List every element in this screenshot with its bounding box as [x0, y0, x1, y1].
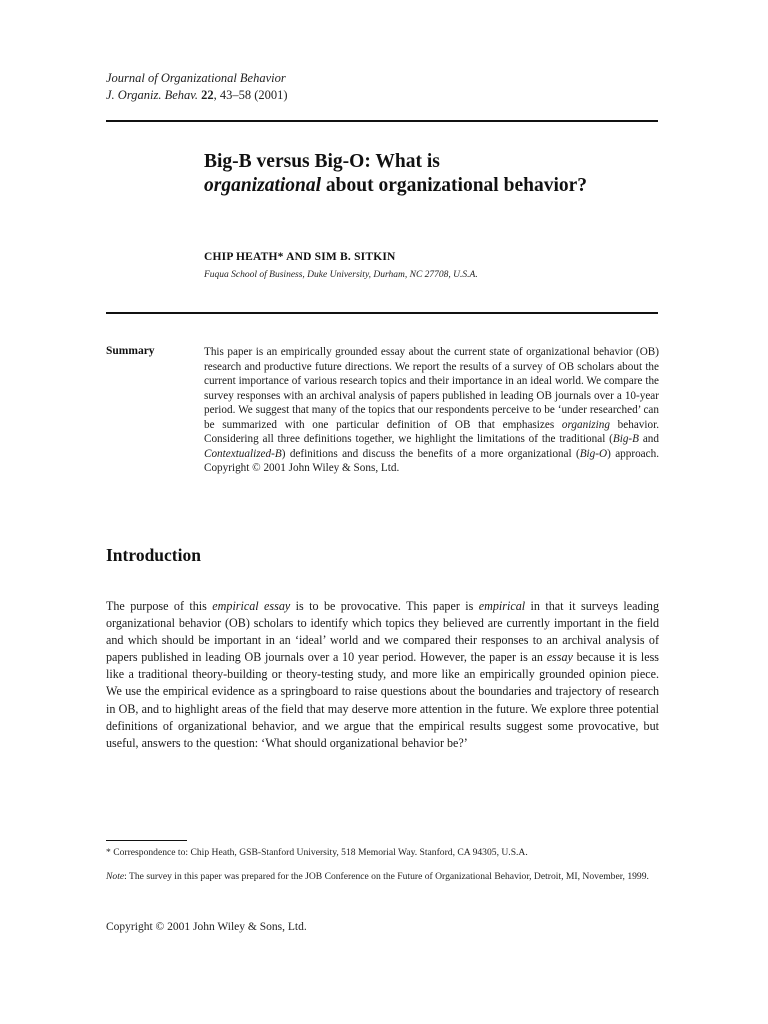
copyright-line: Copyright © 2001 John Wiley & Sons, Ltd.: [106, 921, 307, 933]
intro-italic-2: empirical: [478, 599, 526, 613]
summary-italic-4: Big-O: [579, 447, 608, 460]
summary-seg-5: ) approach. Copyright © 2001 John Wiley & Sons, Ltd.: [204, 447, 659, 474]
summary-italic-1: organizing: [561, 418, 610, 431]
journal-header: [106, 70, 288, 104]
intro-seg-4: because it is less like a traditional theory-building or theory-testing study, and more like an empirically grounded opinion piece. We use the empirical evidence as a springboard to raise questions about the boundaries and trajectory of research in OB, and to highlight areas of the field that may deserve more attention in the future. We explore three potential definitions of organizational behavior, and we argue that the empirical results suggest some provocative, but useful, answers to the question: ‘What should organizational behavior be?’: [106, 650, 660, 750]
title-divider: [106, 312, 658, 314]
footnote-note: [106, 870, 659, 883]
citation-abbrev: J. Organiz. Behav.: [106, 88, 198, 102]
intro-seg-3: in that it surveys leading organizational behavior (OB) scholars to identify which topics they believed are currently important in the field and which should be important in an ‘ideal’ world and we compared their responses to an archival analysis of papers published in leading OB journals over a 10 year period. However, the paper is an: [106, 599, 660, 665]
summary-seg-4: ) definitions and discuss the benefits of a more organizational (: [281, 447, 580, 460]
summary-label: Summary: [106, 345, 155, 357]
footnote-divider: [106, 840, 187, 841]
article-title: [204, 150, 644, 198]
summary-seg-3: and: [639, 433, 659, 445]
author-affiliation: Fuqua School of Business, Duke University, Durham, NC 27708, U.S.A.: [204, 270, 478, 280]
note-label: Note: [106, 871, 125, 882]
footnote-correspondence: * Correspondence to: Chip Heath, GSB-Stanford University, 518 Memorial Way. Stanford, CA 94305, U.S.A.: [106, 847, 528, 858]
author-list: CHIP HEATH* AND SIM B. SITKIN: [204, 251, 396, 263]
summary-seg-1: This paper is an empirically grounded essay about the current state of organizational behavior (OB) research and productive future directions. We report the results of a survey of OB scholars about the current importance of various research topics and their importance in an ideal world. We compare the survey responses with an archival analysis of papers published in leading OB journals over a 10-year period. We suggest that many of the topics that our respondents perceive to be ‘under researched’ can be summarized with one particular definition of OB that emphasizes: [204, 346, 659, 431]
note-text: : The survey in this paper was prepared for the JOB Conference on the Future of Organizational Behavior, Detroit, MI, November, 1999.: [124, 871, 649, 882]
summary-text: [204, 345, 659, 476]
citation-volume: 22: [201, 88, 214, 102]
header-divider: [106, 120, 658, 122]
section-heading-introduction: Introduction: [106, 545, 201, 565]
title-part1: Big-B versus Big-O: What is: [204, 151, 440, 172]
title-italic: organizational: [204, 175, 322, 196]
summary-seg-2: behavior. Considering all three definitions together, we highlight the limitations of the traditional (: [204, 418, 659, 445]
summary-italic-2: Big-B: [612, 433, 639, 445]
summary-italic-3: Contextualized-B: [204, 447, 282, 460]
intro-italic-1: empirical essay: [212, 599, 291, 613]
intro-seg-2: is to be provocative. This paper is: [290, 599, 479, 613]
journal-citation: [106, 87, 288, 104]
intro-italic-3: essay: [546, 650, 573, 665]
citation-pages: , 43–58 (2001): [213, 88, 288, 102]
introduction-paragraph: [106, 598, 659, 752]
intro-seg-1: The purpose of this: [106, 599, 213, 613]
journal-name: Journal of Organizational Behavior: [106, 71, 286, 85]
title-part2: about organizational behavior?: [321, 175, 588, 196]
